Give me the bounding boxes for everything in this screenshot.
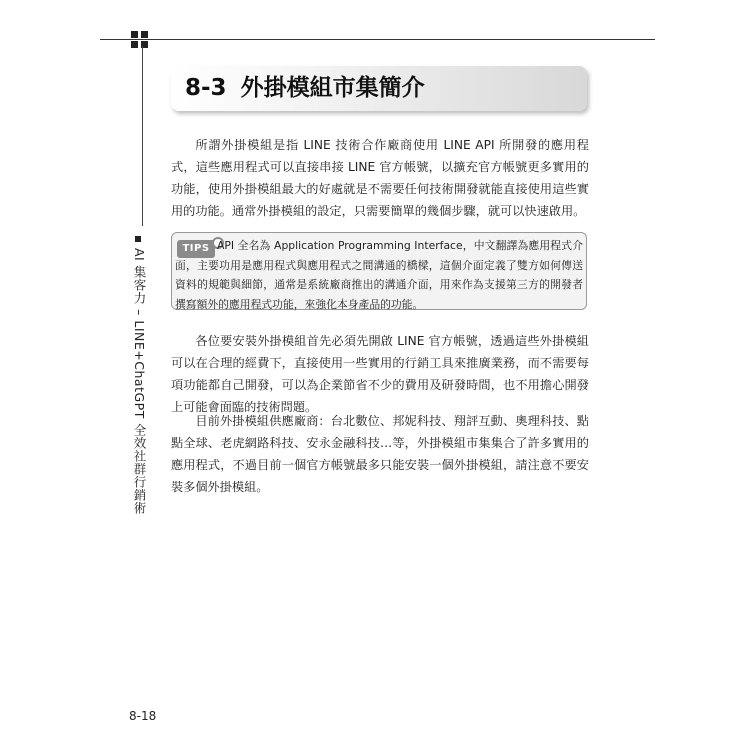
side-title-marker: [135, 236, 141, 242]
tips-text: [175, 236, 583, 314]
side-book-title: AI 集客力 – LINE+ChatGPT 全效社群行銷術: [132, 248, 147, 515]
section-number: 8-3: [185, 75, 227, 101]
paragraph-vendors: 目前外掛模組供應廠商：台北數位、邦妮科技、翔評互動、奧理科技、點點全球、老虎網路科技、安永金融科技…等，外掛模組市集集合了許多實用的應用程式，不過目前一個官方帳號最多只能安裝一個外掛模組，請注意不要安裝多個外掛模組。: [171, 414, 589, 494]
paragraph-install: 各位要安裝外掛模組首先必須先開啟 LINE 官方帳號，透過這些外掛模組可以在合理的經費下，直接使用一些實用的行銷工具來推廣業務，而不需要每項功能都自己開發，可以為企業節省不少的費用及研發時間，也不用擔心開發上可能會面臨的技術問題。: [171, 334, 589, 414]
margin-rule: [142, 46, 143, 226]
tips-badge: TIPS: [177, 240, 215, 258]
tips-body: API 全名為 Application Programming Interface，中文翻譯為應用程式介面，主要功用是應用程式與應用程式之間溝通的橋樑，這個介面定義了雙方如何傳送資料的規範與細節，通常是系統廠商推出的溝通介面，用來作為支援第三方的開發者撰寫額外的應用程式功能，來強化本身產品的功能。: [175, 239, 583, 311]
header-rule: [100, 39, 655, 40]
section-title: 外掛模組市集簡介: [240, 75, 425, 101]
corner-squares-icon: [131, 31, 149, 49]
page-number: 8-18: [129, 709, 157, 723]
paragraph-intro: 所謂外掛模組是指 LINE 技術合作廠商使用 LINE API 所開發的應用程式，這些應用程式可以直接串接 LINE 官方帳號，以擴充官方帳號更多實用的功能，使用外掛模組最大的好處就是不需要任何技術開發就能直接使用這些實用的功能。通常外掛模組的設定，只需要簡單的幾個步驟，就可以快速啟用。: [171, 138, 589, 218]
section-heading: [185, 72, 425, 104]
